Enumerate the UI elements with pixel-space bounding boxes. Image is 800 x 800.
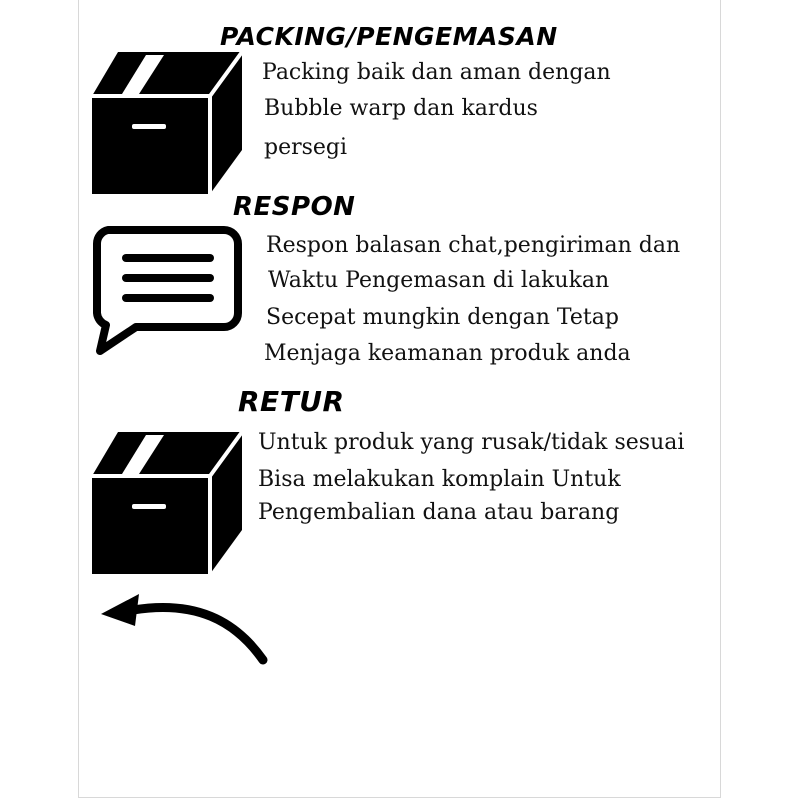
heading-respon: RESPON	[233, 192, 356, 222]
heading-packing: PACKING/PENGEMASAN	[220, 22, 558, 51]
respon-line-4: Menjaga keamanan produk anda	[264, 341, 631, 366]
packing-line-2: Bubble warp dan kardus	[264, 96, 538, 121]
respon-line-2: Waktu Pengemasan di lakukan	[268, 268, 610, 293]
retur-line-2: Bisa melakukan komplain Untuk	[258, 467, 621, 492]
respon-line-1: Respon balasan chat,pengiriman dan	[266, 233, 681, 258]
return-arrow-icon	[95, 582, 275, 668]
respon-line-3: Secepat mungkin dengan Tetap	[266, 305, 619, 330]
chat-bubble-icon	[92, 225, 244, 357]
heading-retur: RETUR	[238, 385, 345, 418]
retur-line-1: Untuk produk yang rusak/tidak sesuai	[258, 430, 685, 455]
retur-line-3: Pengembalian dana atau barang	[258, 500, 620, 525]
box-icon	[92, 52, 242, 194]
box-icon	[92, 432, 242, 574]
packing-line-3: persegi	[264, 135, 348, 160]
packing-line-1: Packing baik dan aman dengan	[262, 60, 611, 85]
